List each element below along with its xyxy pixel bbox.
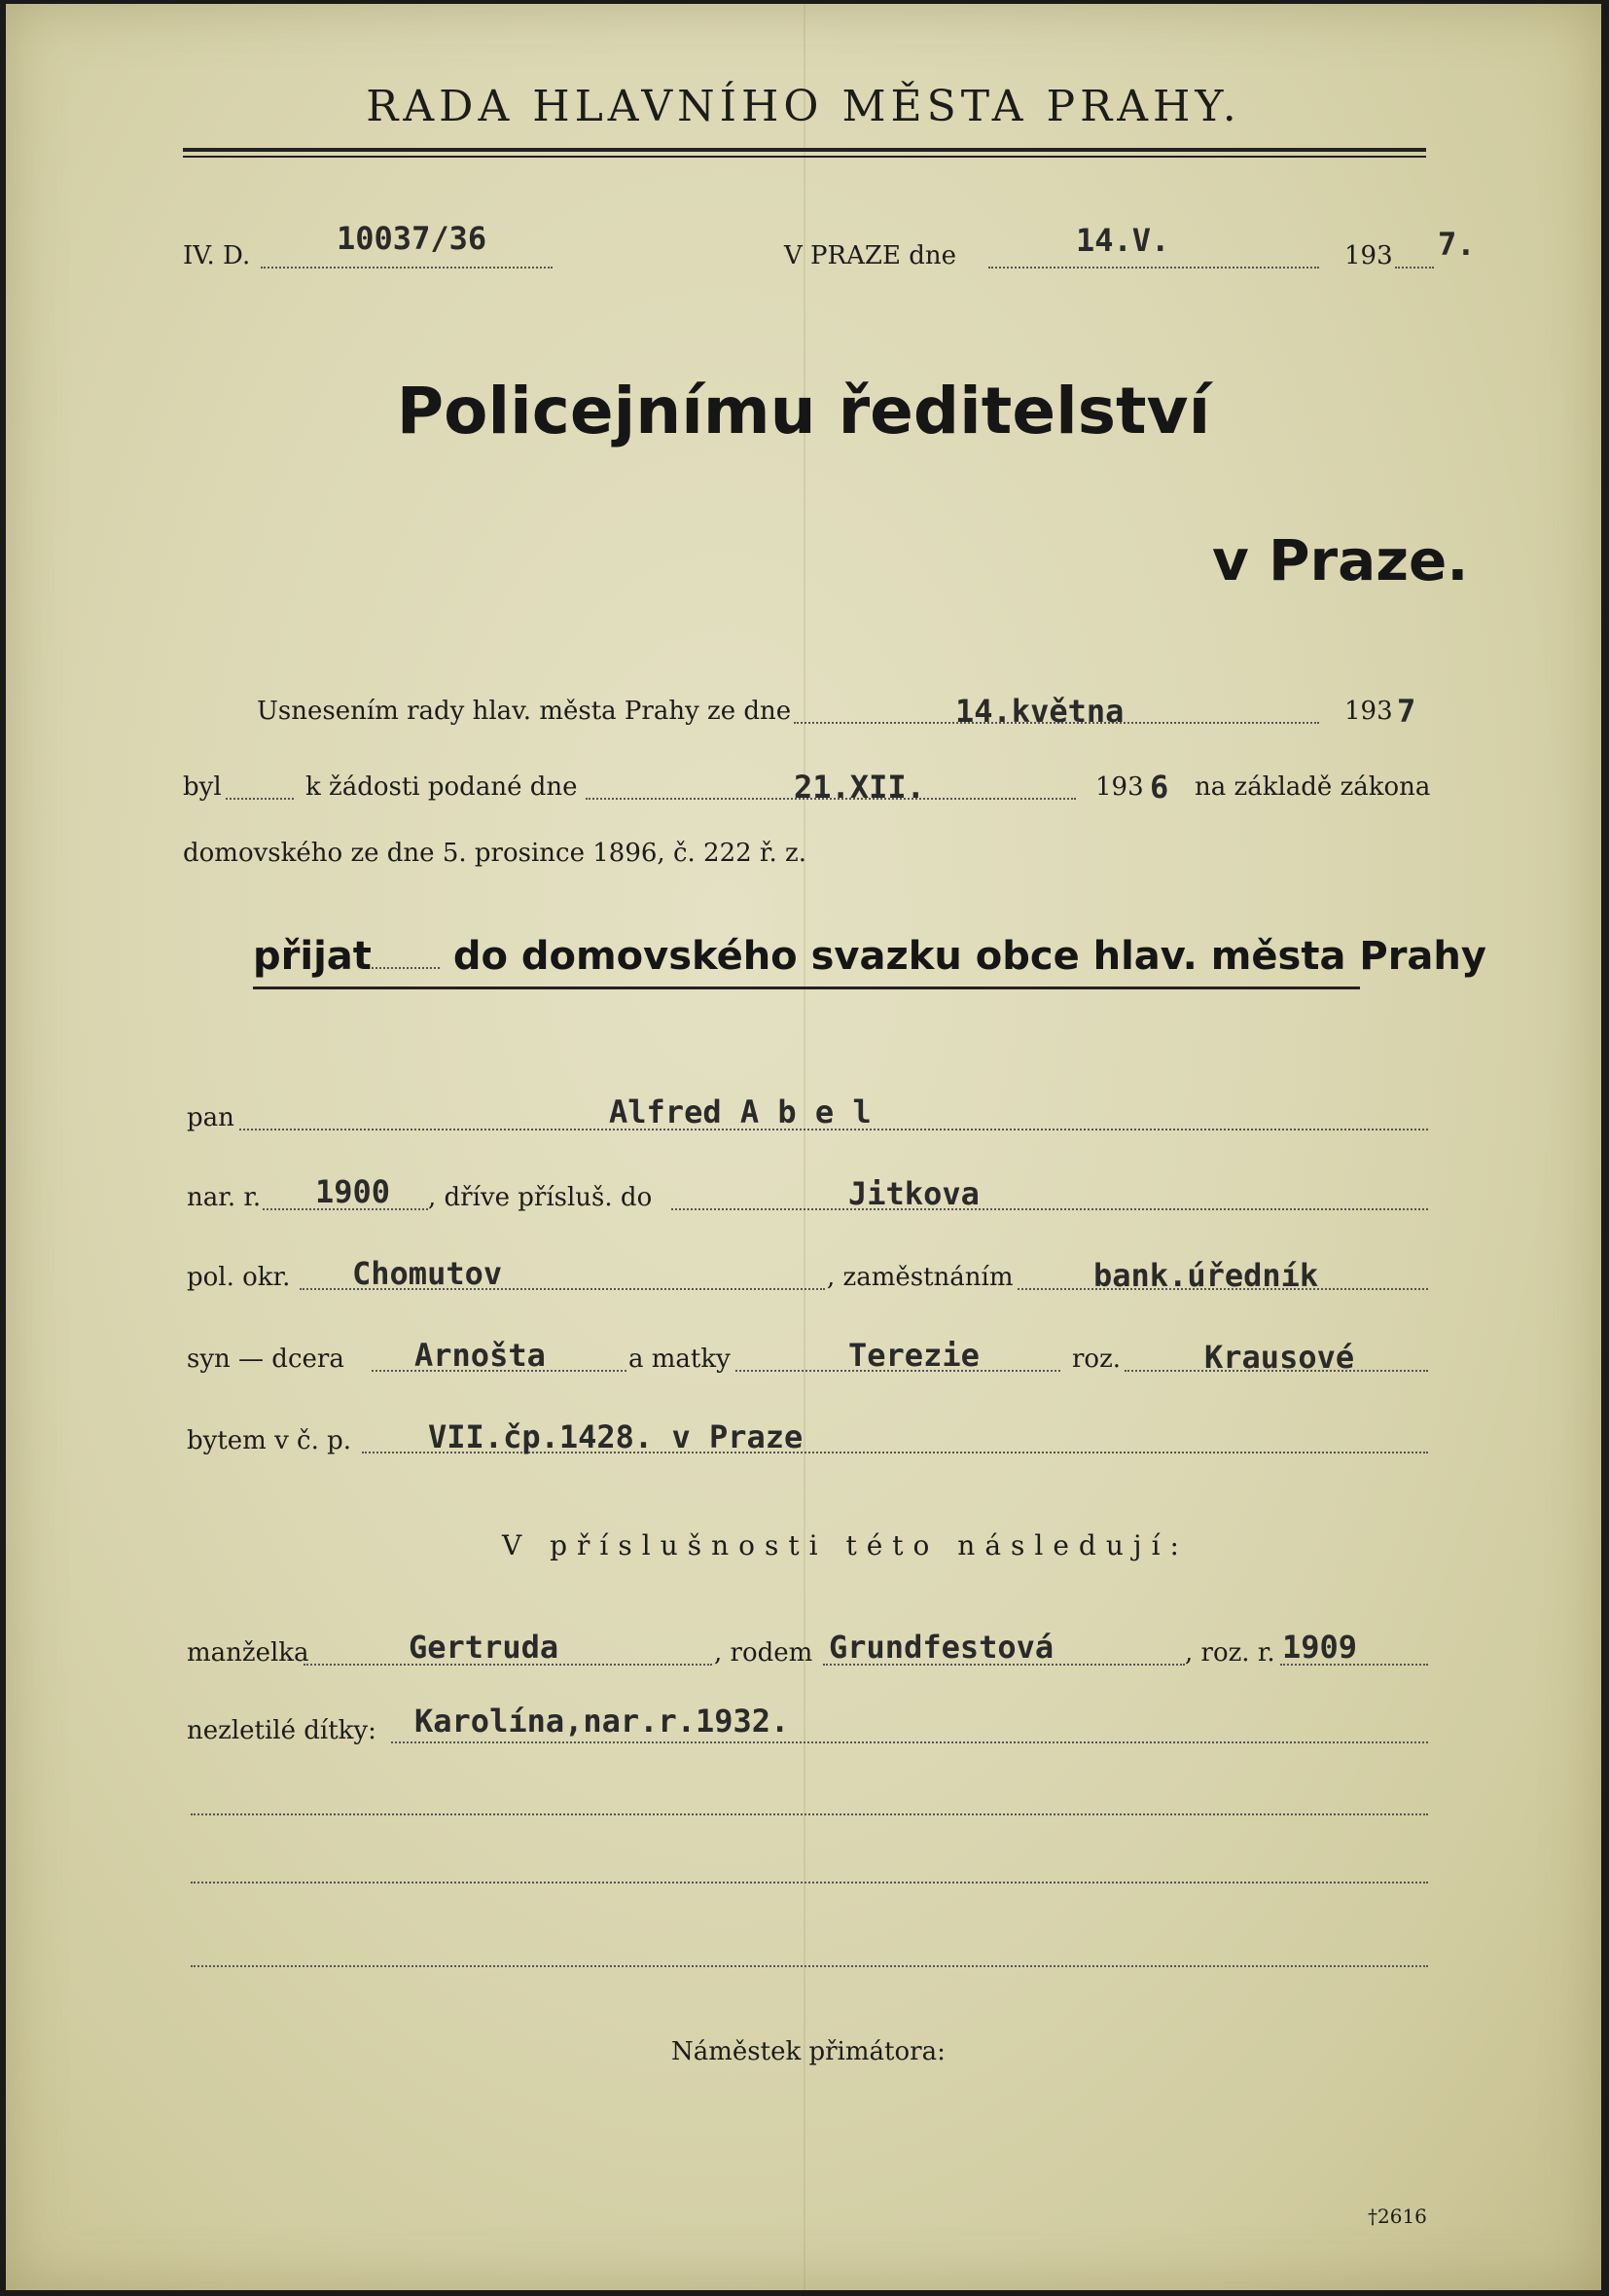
wife-born-year: 1909 xyxy=(1282,1629,1358,1666)
document-sheet xyxy=(6,4,1601,2290)
children-label: nezletilé dítky: xyxy=(187,1716,376,1745)
son-label: syn — dcera xyxy=(187,1345,344,1374)
residence: VII.čp.1428. v Praze xyxy=(428,1418,804,1455)
wife-born-label: , roz. r. xyxy=(1185,1638,1275,1668)
year-dots xyxy=(1395,267,1434,269)
born-label: nar. r. xyxy=(187,1183,262,1212)
district: Chomutov xyxy=(352,1255,503,1292)
resolution-year-prefix: 193 xyxy=(1344,697,1393,726)
addressee-title: Policejnímu ředitelství xyxy=(396,374,1211,448)
father-name: Arnošta xyxy=(414,1337,546,1374)
children: Karolína,nar.r.1932. xyxy=(414,1703,790,1740)
resolution-year-suffix: 7 xyxy=(1397,693,1416,730)
date-dots xyxy=(988,267,1319,269)
form-number: †2616 xyxy=(1368,2205,1427,2228)
decision-dots xyxy=(372,967,440,969)
resolution-byl: byl xyxy=(183,772,222,802)
children-dots xyxy=(391,1741,1428,1743)
header-rule-thin xyxy=(183,156,1426,158)
ref-dots xyxy=(261,267,553,269)
mother-maiden: Krausové xyxy=(1204,1339,1355,1376)
occupation: bank.úředník xyxy=(1093,1257,1319,1294)
born-name-label: , rodem xyxy=(714,1638,813,1668)
wife-name: Gertruda xyxy=(409,1629,559,1666)
mother-label: a matky xyxy=(628,1345,731,1374)
place-label: V PRAZE dne xyxy=(784,241,956,270)
ref-prefix: IV. D. xyxy=(183,241,251,270)
paper-fold xyxy=(804,4,805,2290)
pan-label: pan xyxy=(187,1103,234,1132)
resolution-request-label: k žádosti podané dne xyxy=(305,772,578,802)
addressee-city: v Praze. xyxy=(1212,527,1469,593)
ref-date: 14.V. xyxy=(1076,222,1170,259)
blank-line-2 xyxy=(191,1882,1428,1883)
ref-year-suffix: 7. xyxy=(1438,226,1476,263)
request-year-suffix: 6 xyxy=(1150,769,1169,806)
resolution-text3: domovského ze dne 5. prosince 1896, č. 222 ř. z. xyxy=(183,839,806,868)
byl-dots xyxy=(226,798,294,800)
previous-dots xyxy=(671,1208,1428,1210)
resolution-law: na základě zákona xyxy=(1195,772,1431,802)
decision-accepted: přijat xyxy=(253,934,372,979)
previous-label: , dříve přísluš. do xyxy=(428,1183,653,1212)
residence-label: bytem v č. p. xyxy=(187,1426,352,1455)
council-header: RADA HLAVNÍHO MĚSTA PRAHY. xyxy=(366,82,1241,131)
decision-rest: do domovského svazku obce hlav. města Prahy xyxy=(452,934,1486,979)
ref-year-prefix: 193 xyxy=(1344,241,1393,270)
born-year: 1900 xyxy=(315,1173,391,1210)
followers-heading: V příslušnosti této následují: xyxy=(502,1529,1189,1561)
occupation-label: , zaměstnáním xyxy=(827,1263,1014,1292)
blank-line-3 xyxy=(191,1965,1428,1967)
resolution-text1: Usnesením rady hlav. města Prahy ze dne xyxy=(257,697,792,726)
decision-line xyxy=(253,934,1486,979)
decision-underline xyxy=(253,987,1360,989)
blank-line-1 xyxy=(191,1813,1428,1815)
resolution-date: 14.května xyxy=(955,693,1125,730)
request-year-prefix: 193 xyxy=(1095,772,1144,802)
wife-maiden: Grundfestová xyxy=(829,1629,1055,1666)
maiden-label: roz. xyxy=(1072,1345,1122,1374)
request-date: 21.XII. xyxy=(794,769,925,806)
mother-name: Terezie xyxy=(848,1337,980,1374)
district-label: pol. okr. xyxy=(187,1263,291,1292)
wife-label: manželka xyxy=(187,1638,309,1668)
header-rule xyxy=(183,148,1426,152)
signature-label: Náměstek přimátora: xyxy=(671,2037,946,2066)
previous-place: Jitkova xyxy=(848,1175,980,1212)
ref-number: 10037/36 xyxy=(337,220,487,257)
person-name: Alfred A b e l xyxy=(609,1094,872,1130)
